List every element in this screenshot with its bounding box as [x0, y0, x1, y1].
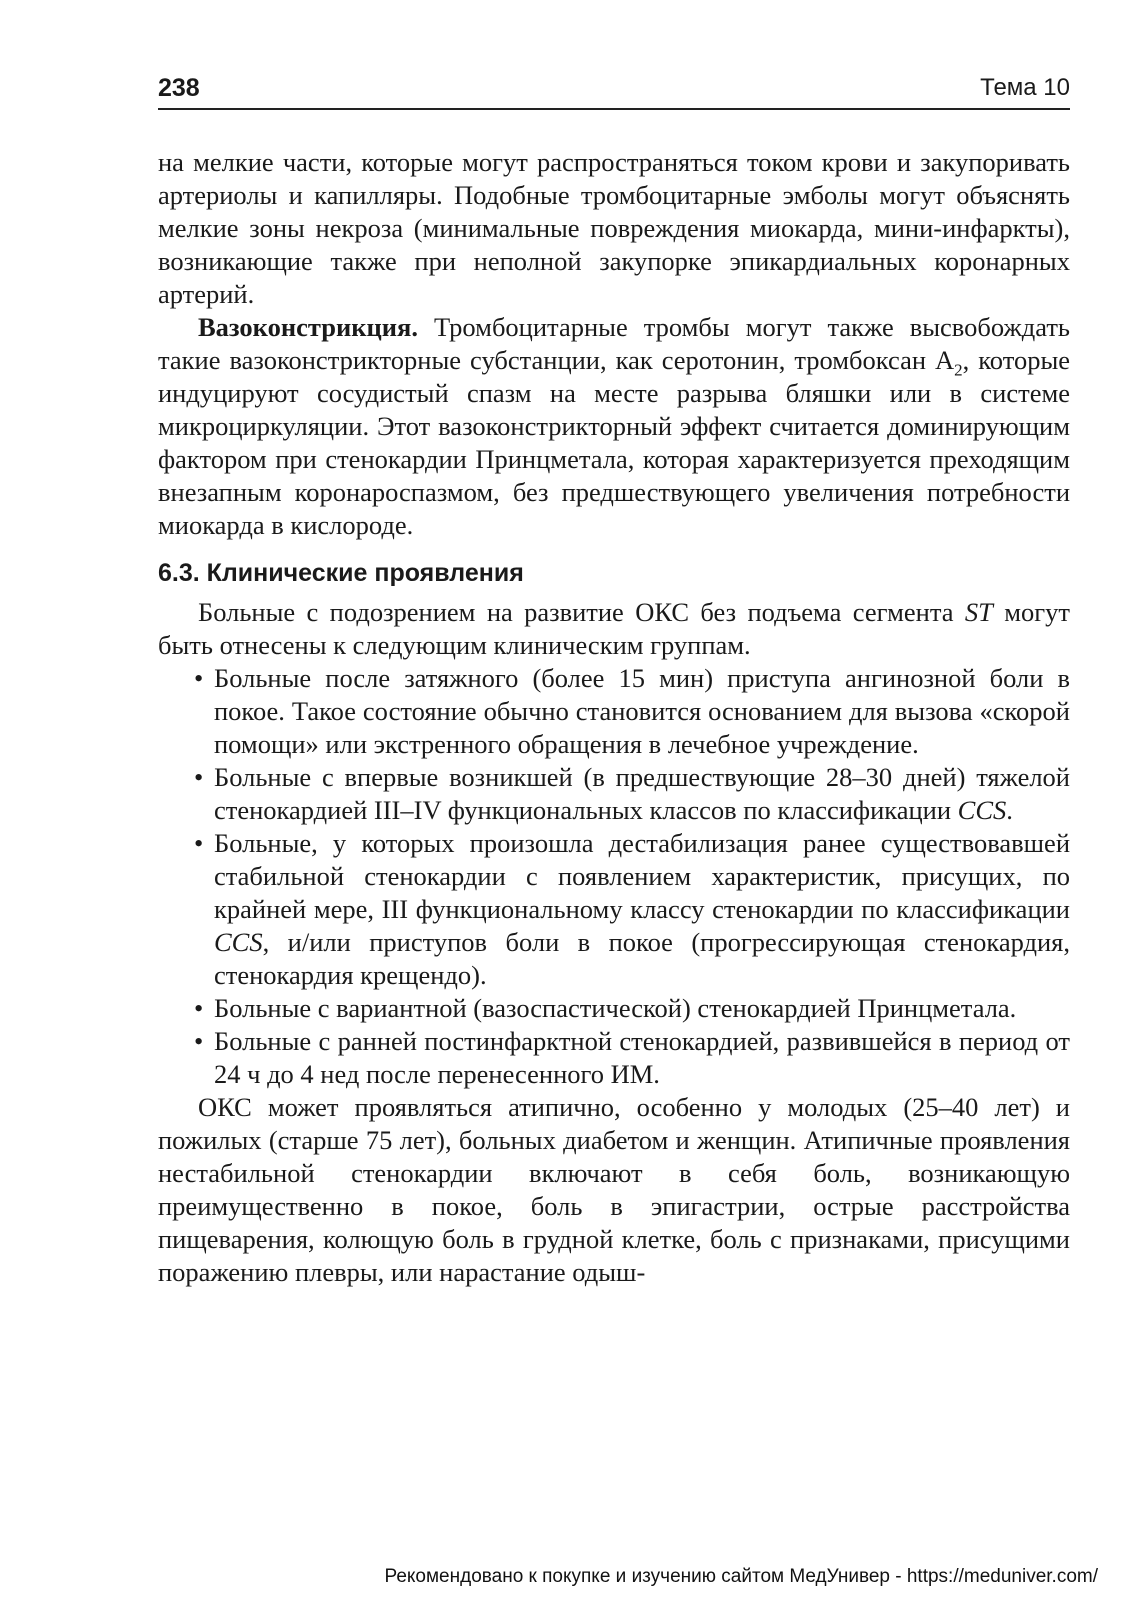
paragraph-continuation: на мелкие части, которые могут распространяться током крови и закупоривать артериолы и капилляры. Подобные тромбоцитарные эмболы могут объяснять мелкие зоны некроза (минимальные повреждения миокарда, мини-инфаркты), возникающие также при неполной закупорке эпикардиальных коронарных артерий. [158, 147, 1070, 309]
list-item-text: Больные с впервые возникшей (в предшествующие 28–30 дней) тяжелой стенокардией III–IV функциональных классов по классификации [214, 762, 1070, 825]
page-body [158, 146, 1070, 1289]
running-title: Тема 10 [980, 74, 1070, 101]
paragraph-text: Больные с подозрением на развитие ОКС без подъема сегмента [198, 597, 965, 627]
subscript: 2 [954, 360, 963, 380]
footer-recommendation: Рекомендовано к покупке и изучению сайтом МедУнивер - https://meduniver.com/ [384, 1566, 1098, 1587]
page-header [158, 74, 1070, 110]
paragraph-vasoconstriction [158, 311, 1070, 542]
paragraph-text: могут быть отнесены к следующим клиническим группам. [158, 597, 1070, 660]
list-item-text: Больные, у которых произошла дестабилизация ранее существовавшей стабильной стенокардии с появлением характеристик, присущих, по крайней мере, III функциональному классу стенокардии по классификации [214, 828, 1070, 924]
paragraph-atypical: ОКС может проявляться атипично, особенно у молодых (25–40 лет) и пожилых (старше 75 лет), больных диабетом и женщин. Атипичные проявления нестабильной стенокардии включают в себя боль, возникающую преимущественно в покое, боль в эпигастрии, острые расстройства пищеварения, колющую боль в грудной клетке, боль с признаками, присущими поражению плевры, или нарастание одыш- [158, 1092, 1070, 1287]
page-number: 238 [158, 74, 200, 102]
list-item: • Больные с вариантной (вазоспастической) стенокардией Принцметала. [214, 992, 1070, 1025]
italic-term: ST [964, 597, 993, 627]
section-heading: 6.3. Клинические проявления [158, 559, 524, 587]
header-rule [158, 108, 1070, 110]
term-vasoconstriction: Вазоконстрикция. [198, 312, 418, 342]
list-item-text: . [1006, 795, 1013, 825]
italic-term: CCS [957, 795, 1007, 825]
paragraph-text: Тромбоцитарные тромбы могут также высвобождать такие вазоконстрикторные субстанции, как серотонин, тромбоксан А [158, 312, 1070, 375]
paragraph-text: , которые индуцируют сосудистый спазм на месте разрыва бляшки или в системе микроциркуляции. Этот вазоконстрикторный эффект считается доминирующим фактором при стенокардии Принцметала, которая характеризуется преходящим внезапным коронароспазмом, без предшествующего увеличения потребности миокарда в кислороде. [158, 345, 1071, 540]
list-item [214, 761, 1070, 827]
list-item: • Больные с ранней постинфарктной стенокардией, развившейся в период от 24 ч до 4 нед после перенесенного ИМ. [214, 1025, 1070, 1091]
list-item-text: , и/или приступов боли в покое (прогрессирующая стенокардия, стенокардия крещендо). [214, 927, 1070, 990]
list-item: • Больные после затяжного (более 15 мин) приступа ангинозной боли в покое. Такое состояние обычно становится основанием для вызова «скорой помощи» или экстренного обращения в лечебное учреждение. [214, 662, 1070, 761]
clinical-groups-list [158, 662, 1070, 1091]
italic-term: CCS [214, 927, 263, 957]
list-item [214, 827, 1070, 992]
paragraph-intro [158, 596, 1070, 662]
